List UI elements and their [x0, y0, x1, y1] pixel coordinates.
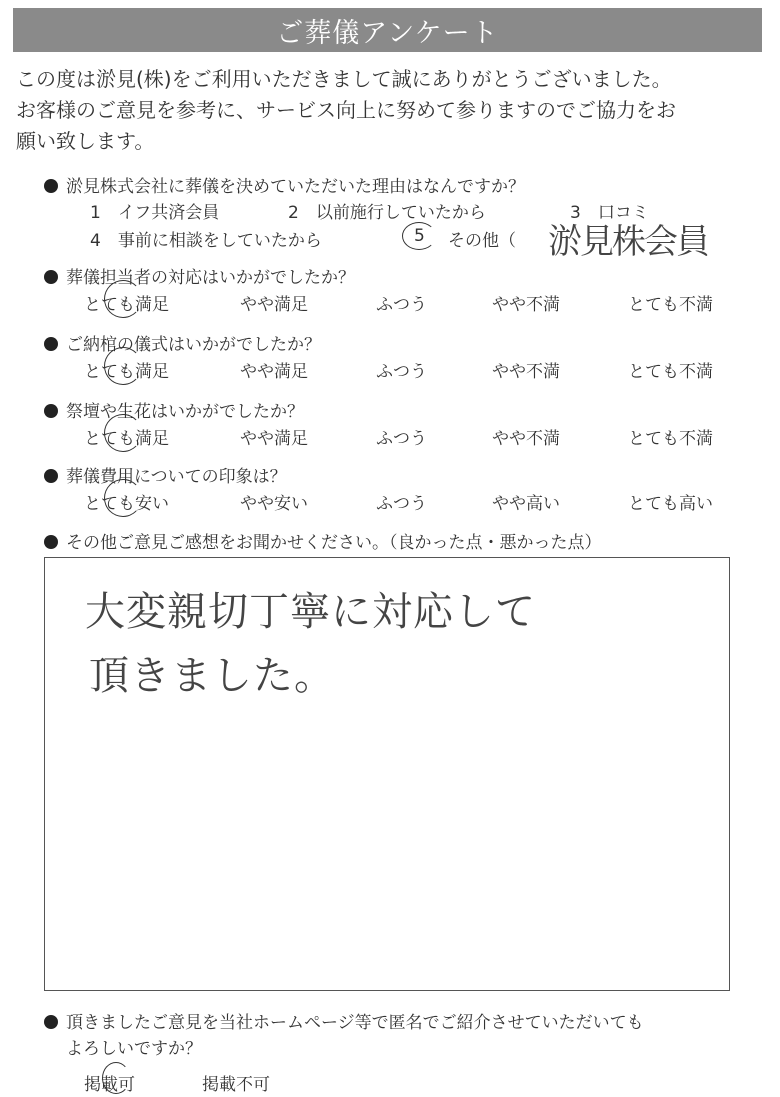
rating-question-3 — [44, 397, 304, 422]
comment-handwritten-line-2: 頂きました。 — [89, 653, 335, 699]
rating-4-option-3[interactable]: ふつう — [376, 494, 427, 514]
rating-question-4 — [44, 462, 287, 487]
bullet-icon — [44, 179, 58, 193]
q1-option-2[interactable]: 2 以前施行していたから — [288, 203, 486, 223]
rating-4-option-5[interactable]: とても高い — [628, 494, 713, 514]
rating-3-option-3[interactable]: ふつう — [376, 429, 427, 449]
rating-question-2 — [44, 330, 321, 355]
question-1-text: 淤見株式会社に葬儀を決めていただいた理由はなんですか？ — [66, 177, 525, 197]
q1-option-4[interactable]: 4 事前に相談をしていたから — [90, 231, 322, 251]
question-publish — [44, 1008, 644, 1033]
rating-3-option-4[interactable]: やや不満 — [492, 429, 560, 449]
intro-line-3: 願い致します。 — [16, 129, 155, 153]
publish-option-yes[interactable]: 掲載可 — [84, 1075, 135, 1095]
bullet-icon — [44, 469, 58, 483]
rating-1-option-3[interactable]: ふつう — [376, 295, 427, 315]
bullet-icon — [44, 337, 58, 351]
rating-4-selection-circle — [104, 479, 142, 517]
rating-3-selection-circle — [104, 414, 142, 452]
rating-4-option-4[interactable]: やや高い — [492, 494, 560, 514]
rating-3-option-5[interactable]: とても不満 — [628, 429, 713, 449]
rating-4-option-1[interactable]: とても安い — [84, 494, 169, 514]
rating-2-option-2[interactable]: やや満足 — [240, 362, 308, 382]
rating-4-option-2[interactable]: やや安い — [240, 494, 308, 514]
rating-2-option-3[interactable]: ふつう — [376, 362, 427, 382]
bullet-icon — [44, 1015, 58, 1029]
bullet-icon — [44, 270, 58, 284]
rating-question-1 — [44, 263, 355, 288]
rating-3-option-2[interactable]: やや満足 — [240, 429, 308, 449]
rating-question-2-text: ご納棺の儀式はいかがでしたか？ — [66, 335, 321, 355]
question-comment — [44, 528, 602, 553]
intro-line-2: お客様のご意見を参考に、サービス向上に努めて参りますのでご協力をお — [16, 98, 676, 122]
rating-2-selection-circle — [104, 347, 142, 385]
rating-3-option-1[interactable]: とても満足 — [84, 429, 169, 449]
question-publish-text-line-2: よろしいですか？ — [66, 1039, 202, 1059]
intro-line-1: この度は淤見(株)をご利用いただきまして誠にありがとうございました。 — [16, 67, 672, 91]
rating-1-option-1[interactable]: とても満足 — [84, 295, 169, 315]
rating-1-option-4[interactable]: やや不満 — [492, 295, 560, 315]
survey-title: ご葬儀アンケート — [13, 8, 762, 52]
rating-1-option-5[interactable]: とても不満 — [628, 295, 713, 315]
rating-1-selection-circle — [104, 280, 142, 318]
question-1 — [44, 172, 525, 197]
q1-selection-circle — [402, 222, 436, 250]
comment-handwritten-line-1: 大変親切丁寧に対応して — [85, 589, 536, 635]
rating-question-3-text: 祭壇や生花はいかがでしたか？ — [66, 402, 304, 422]
publish-option-no[interactable]: 掲載不可 — [202, 1075, 270, 1095]
q1-option-5-number[interactable]: 5 — [414, 226, 425, 246]
rating-question-1-text: 葬儀担当者の対応はいかがでしたか？ — [66, 268, 355, 288]
rating-question-4-text: 葬儀費用についての印象は？ — [66, 467, 287, 487]
q1-option-1[interactable]: 1 イフ共済会員 — [90, 203, 220, 223]
question-comment-text: その他ご意見ご感想をお聞かせください。（良かった点・悪かった点） — [66, 533, 602, 553]
bullet-icon — [44, 535, 58, 549]
rating-1-option-2[interactable]: やや満足 — [240, 295, 308, 315]
question-publish-text: 頂きましたご意見を当社ホームページ等で匿名でご紹介させていただいても — [66, 1013, 644, 1033]
publish-selection-circle — [102, 1062, 130, 1094]
rating-2-option-4[interactable]: やや不満 — [492, 362, 560, 382]
q1-option-3[interactable]: 3 口コミ — [570, 203, 649, 223]
bullet-icon — [44, 404, 58, 418]
intro-text — [16, 64, 766, 157]
rating-2-option-1[interactable]: とても満足 — [84, 362, 169, 382]
q1-handwritten-answer: 淤見株会員 — [548, 222, 708, 262]
q1-option-5-label[interactable]: その他（ — [448, 231, 516, 251]
comment-box[interactable] — [44, 557, 730, 991]
rating-2-option-5[interactable]: とても不満 — [628, 362, 713, 382]
